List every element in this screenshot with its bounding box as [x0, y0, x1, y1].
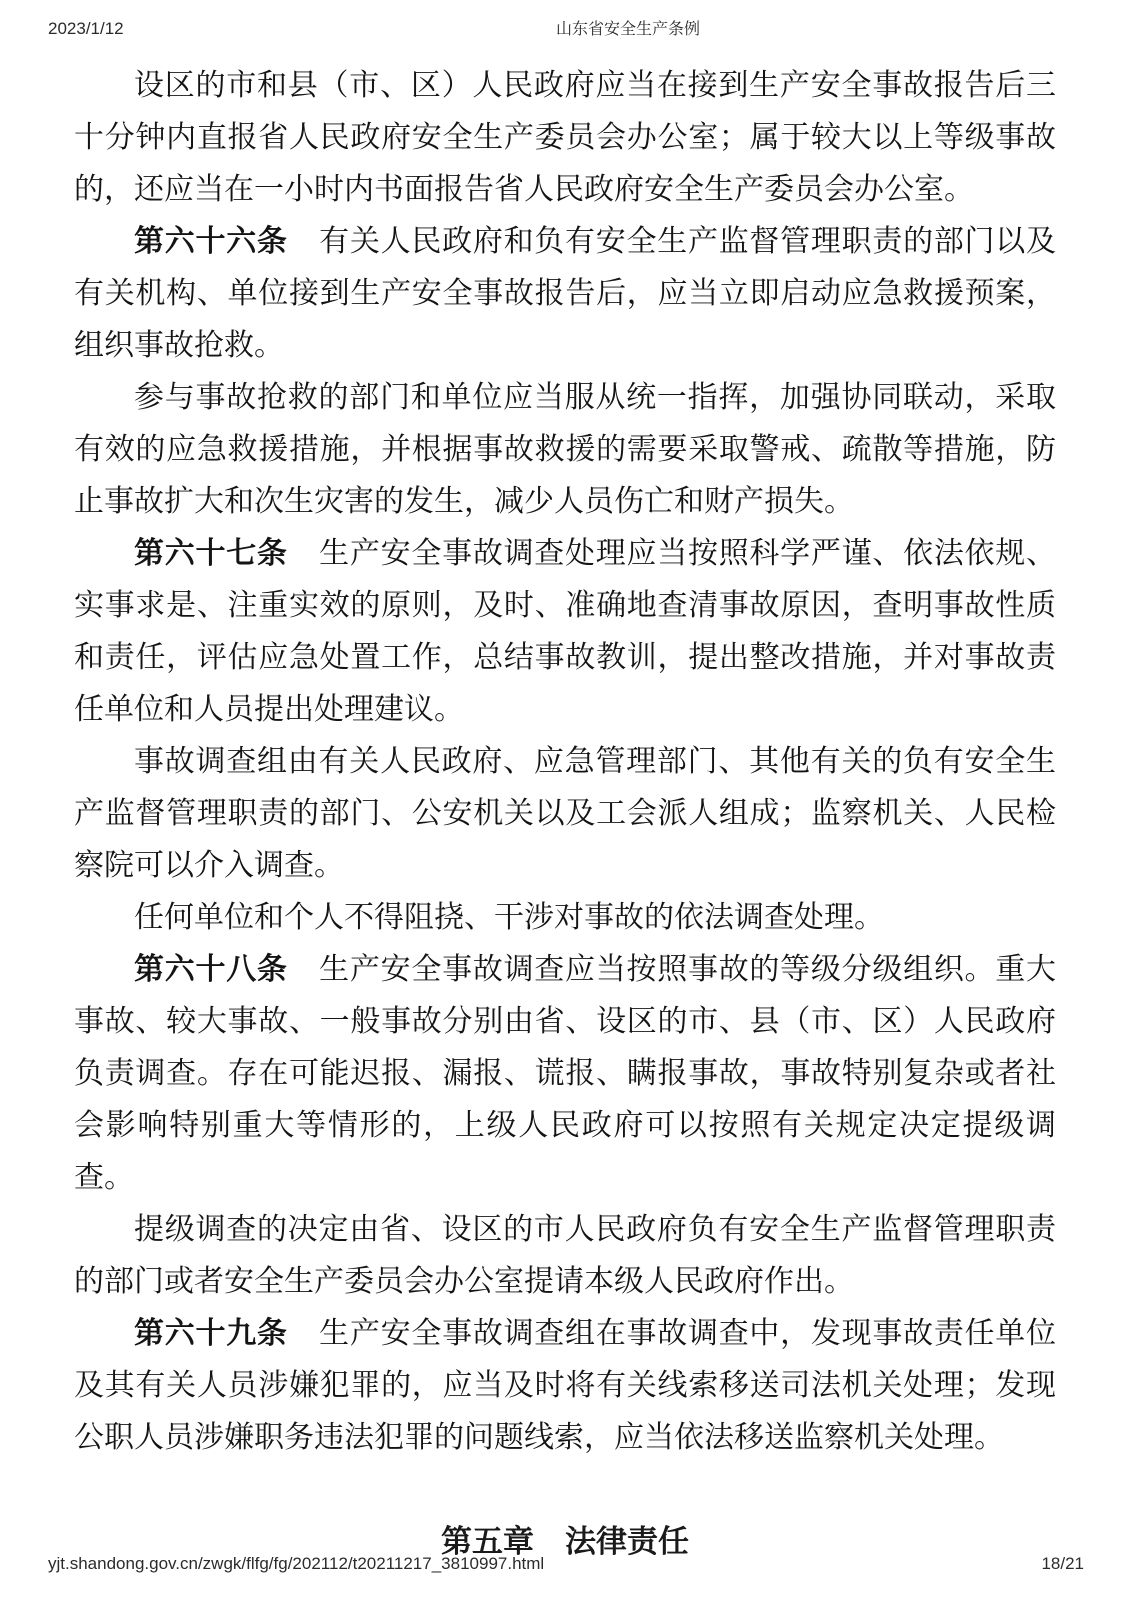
article-paragraph: 第六十八条 生产安全事故调查应当按照事故的等级分级组织。重大事故、较大事故、一般事故分别由省、设区的市、县（市、区）人民政府负责调查。存在可能迟报、漏报、谎报、瞒报事故，事故特别复杂或者社会影响特别重大等情形的，上级人民政府可以按照有关规定决定提级调查。: [74, 953, 1057, 1194]
legal-paragraph: 提级调查的决定由省、设区的市人民政府负有安全生产监督管理职责的部门或者安全生产委员会办公室提请本级人民政府作出。: [74, 1213, 1056, 1298]
chapter-heading: 第五章 法律责任: [441, 1524, 689, 1559]
article-number-label: 第六十八条: [134, 953, 288, 986]
legal-paragraph: 设区的市和县（市、区）人民政府应当在接到生产安全事故报告后三十分钟内直报省人民政府安全生产委员会办公室；属于较大以上等级事故的，还应当在一小时内书面报告省人民政府安全生产委员会办公室。: [74, 69, 1056, 206]
legal-paragraph: 事故调查组由有关人民政府、应急管理部门、其他有关的负有安全生产监督管理职责的部门、公安机关以及工会派人组成；监察机关、人民检察院可以介入调查。: [74, 745, 1056, 882]
article-paragraph: 第六十七条 生产安全事故调查处理应当按照科学严谨、依法依规、实事求是、注重实效的原则，及时、准确地查清事故原因，查明事故性质和责任，评估应急处置工作，总结事故教训，提出整改措施，并对事故责任单位和人员提出处理建议。: [74, 537, 1057, 726]
print-footer: [48, 1553, 1084, 1575]
legal-paragraph: 任何单位和个人不得阻挠、干涉对事故的依法调查处理。: [134, 901, 884, 934]
print-header: [48, 18, 1083, 42]
article-number-label: 第六十六条: [134, 225, 288, 258]
header-doc-title: 山东省安全生产条例: [556, 21, 701, 38]
article-number-label: 第六十七条: [134, 537, 288, 570]
article-number-label: 第六十九条: [134, 1317, 288, 1350]
header-date: 2023/1/12: [48, 19, 124, 38]
footer-page-number: 18/21: [1041, 1554, 1084, 1573]
footer-url: yjt.shandong.gov.cn/zwgk/flfg/fg/202112/t20211217_3810997.html: [48, 1554, 545, 1573]
article-paragraph: 第六十六条 有关人民政府和负有安全生产监督管理职责的部门以及有关机构、单位接到生产安全事故报告后，应当立即启动应急救援预案，组织事故抢救。: [74, 225, 1057, 362]
legal-paragraph: 参与事故抢救的部门和单位应当服从统一指挥，加强协同联动，采取有效的应急救援措施，并根据事故救援的需要采取警戒、疏散等措施，防止事故扩大和次生灾害的发生，减少人员伤亡和财产损失。: [74, 381, 1056, 518]
article-paragraph: 第六十九条 生产安全事故调查组在事故调查中，发现事故责任单位及其有关人员涉嫌犯罪的，应当及时将有关线索移送司法机关处理；发现公职人员涉嫌职务违法犯罪的问题线索，应当依法移送监察机关处理。: [74, 1317, 1057, 1454]
